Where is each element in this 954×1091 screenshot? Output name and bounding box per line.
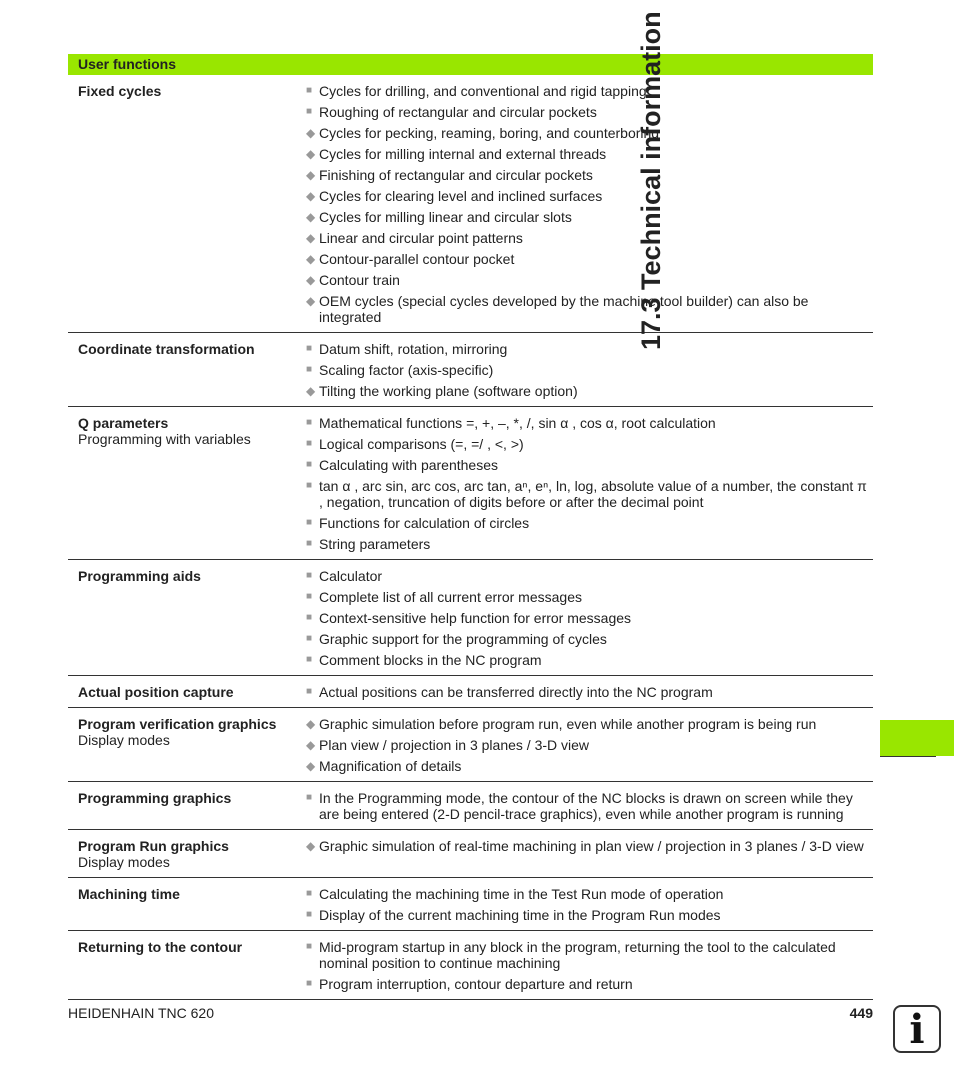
row-label — [68, 83, 306, 325]
table-row — [68, 931, 873, 1000]
square-bullet-icon: ■ — [306, 459, 313, 470]
square-bullet-icon: ■ — [306, 106, 313, 117]
list-item — [306, 610, 873, 626]
item-text: Functions for calculation of circles — [319, 515, 530, 531]
square-bullet-icon: ■ — [306, 480, 313, 491]
chapter-side-title — [636, 11, 936, 350]
row-label — [68, 716, 306, 774]
list-item — [306, 515, 873, 531]
table-row — [68, 676, 873, 708]
row-features — [306, 415, 873, 552]
square-bullet-icon: ■ — [306, 591, 313, 602]
user-functions-table — [68, 54, 873, 1000]
diamond-bullet-icon: ◆ — [306, 717, 316, 731]
row-features — [306, 886, 873, 923]
square-bullet-icon: ■ — [306, 438, 313, 449]
item-text: Mathematical functions =, +, –, *, /, sin α , cos α, root calculation — [319, 415, 716, 431]
row-label — [68, 939, 306, 992]
diamond-bullet-icon: ◆ — [306, 252, 316, 266]
row-title: Q parameters — [78, 415, 169, 431]
row-title: Program verification graphics — [78, 716, 277, 732]
list-item — [306, 939, 873, 971]
diamond-bullet-icon: ◆ — [306, 273, 316, 287]
diamond-bullet-icon: ◆ — [306, 231, 316, 245]
row-features — [306, 684, 873, 700]
item-text: Logical comparisons (=, =/ , <, >) — [319, 436, 524, 452]
divider — [880, 756, 936, 757]
page-number: 449 — [849, 1005, 873, 1021]
diamond-bullet-icon: ◆ — [306, 839, 316, 853]
item-text: Cycles for clearing level and inclined surfaces — [319, 188, 603, 204]
row-label — [68, 568, 306, 668]
item-text: Cycles for drilling, and conventional and rigid tapping — [319, 83, 647, 99]
item-text: Complete list of all current error messages — [319, 589, 582, 605]
row-features — [306, 341, 873, 399]
list-item — [306, 251, 873, 267]
item-text: Contour-parallel contour pocket — [319, 251, 515, 267]
list-item — [306, 589, 873, 605]
row-title: Coordinate transformation — [78, 341, 255, 357]
item-text: Cycles for milling linear and circular slots — [319, 209, 572, 225]
list-item — [306, 125, 873, 141]
item-text: Program interruption, contour departure and return — [319, 976, 633, 992]
list-item — [306, 415, 873, 431]
square-bullet-icon: ■ — [306, 570, 313, 581]
list-item — [306, 230, 873, 246]
item-text: Tilting the working plane (software option) — [319, 383, 578, 399]
list-item — [306, 568, 873, 584]
diamond-bullet-icon: ◆ — [306, 126, 316, 140]
item-text: In the Programming mode, the contour of the NC blocks is drawn on screen while they are being entered (2-D pencil-trace graphics), even while another program is running — [319, 790, 853, 822]
row-features — [306, 83, 873, 325]
list-item — [306, 383, 873, 399]
row-label — [68, 838, 306, 870]
table-row — [68, 878, 873, 931]
diamond-bullet-icon: ◆ — [306, 738, 316, 752]
chapter-title: 17.3 Technical information — [636, 11, 666, 350]
item-text: Calculator — [319, 568, 383, 584]
diamond-bullet-icon: ◆ — [306, 189, 316, 203]
table-row — [68, 708, 873, 782]
item-text: Magnification of details — [319, 758, 462, 774]
item-text: Display of the current machining time in the Program Run modes — [319, 907, 721, 923]
item-text: Mid-program startup in any block in the program, returning the tool to the calculated nominal position to continue machining — [319, 939, 836, 971]
list-item — [306, 209, 873, 225]
table-row — [68, 333, 873, 407]
square-bullet-icon: ■ — [306, 686, 313, 697]
row-features — [306, 568, 873, 668]
table-row — [68, 560, 873, 676]
row-label — [68, 790, 306, 822]
row-label — [68, 415, 306, 552]
item-text: Contour train — [319, 272, 400, 288]
row-title: Fixed cycles — [78, 83, 162, 99]
table-row — [68, 830, 873, 878]
diamond-bullet-icon: ◆ — [306, 210, 316, 224]
row-title: Returning to the contour — [78, 939, 243, 955]
table-row — [68, 782, 873, 830]
list-item — [306, 536, 873, 552]
list-item — [306, 146, 873, 162]
list-item — [306, 272, 873, 288]
list-item — [306, 886, 873, 902]
item-text: Graphic support for the programming of cycles — [319, 631, 607, 647]
square-bullet-icon: ■ — [306, 654, 313, 665]
item-text: Roughing of rectangular and circular pockets — [319, 104, 597, 120]
row-features — [306, 716, 873, 774]
square-bullet-icon: ■ — [306, 633, 313, 644]
list-item — [306, 652, 873, 668]
list-item — [306, 104, 873, 120]
item-text: Comment blocks in the NC program — [319, 652, 542, 668]
item-text: String parameters — [319, 536, 431, 552]
row-title: Actual position capture — [78, 684, 234, 700]
square-bullet-icon: ■ — [306, 941, 313, 952]
item-text: OEM cycles (special cycles developed by the machine tool builder) can also be integrated — [319, 293, 809, 325]
list-item — [306, 83, 873, 99]
row-title: Machining time — [78, 886, 180, 902]
square-bullet-icon: ■ — [306, 538, 313, 549]
footer-product: HEIDENHAIN TNC 620 — [68, 1005, 215, 1021]
list-item — [306, 976, 873, 992]
list-item — [306, 631, 873, 647]
list-item — [306, 167, 873, 183]
list-item — [306, 478, 873, 510]
item-text: Finishing of rectangular and circular pockets — [319, 167, 593, 183]
square-bullet-icon: ■ — [306, 909, 313, 920]
row-subtitle: Programming with variables — [78, 431, 251, 447]
row-features — [306, 838, 873, 870]
item-text: Actual positions can be transferred directly into the NC program — [319, 684, 713, 700]
item-text: Calculating the machining time in the Test Run mode of operation — [319, 886, 724, 902]
item-text: Scaling factor (axis-specific) — [319, 362, 494, 378]
list-item — [306, 790, 873, 822]
item-text: Linear and circular point patterns — [319, 230, 523, 246]
list-item — [306, 188, 873, 204]
square-bullet-icon: ■ — [306, 517, 313, 528]
item-text: Graphic simulation before program run, even while another program is being run — [319, 716, 817, 732]
list-item — [306, 436, 873, 452]
item-text: Cycles for milling internal and external threads — [319, 146, 607, 162]
row-features — [306, 939, 873, 992]
item-text: Graphic simulation of real-time machining in plan view / projection in 3 planes / 3-D view — [319, 838, 864, 854]
list-item — [306, 293, 873, 325]
table-row — [68, 407, 873, 560]
list-item — [306, 737, 873, 753]
row-label — [68, 684, 306, 700]
square-bullet-icon: ■ — [306, 978, 313, 989]
row-subtitle: Display modes — [78, 854, 170, 870]
row-subtitle: Display modes — [78, 732, 170, 748]
list-item — [306, 838, 873, 854]
diamond-bullet-icon: ◆ — [306, 294, 316, 308]
row-label — [68, 341, 306, 399]
item-text: Cycles for pecking, reaming, boring, and counterboring — [319, 125, 660, 141]
item-text: tan α , arc sin, arc cos, arc tan, aⁿ, eⁿ, ln, log, absolute value of a number, the constant π , negation, truncation of digits before or after the decimal point — [319, 478, 867, 510]
list-item — [306, 362, 873, 378]
list-item — [306, 758, 873, 774]
list-item — [306, 341, 873, 357]
row-title: Programming graphics — [78, 790, 232, 806]
table-header: User functions — [68, 54, 873, 75]
table-row — [68, 75, 873, 333]
list-item — [306, 457, 873, 473]
item-text: Context-sensitive help function for error messages — [319, 610, 632, 626]
item-text: Calculating with parentheses — [319, 457, 498, 473]
row-title: Program Run graphics — [78, 838, 229, 854]
info-icon: i — [893, 1005, 941, 1053]
square-bullet-icon: ■ — [306, 612, 313, 623]
diamond-bullet-icon: ◆ — [306, 147, 316, 161]
chapter-tab-marker — [880, 720, 954, 756]
item-text: Plan view / projection in 3 planes / 3-D view — [319, 737, 590, 753]
list-item — [306, 684, 873, 700]
item-text: Datum shift, rotation, mirroring — [319, 341, 508, 357]
square-bullet-icon: ■ — [306, 417, 313, 428]
square-bullet-icon: ■ — [306, 85, 313, 96]
diamond-bullet-icon: ◆ — [306, 384, 316, 398]
row-features — [306, 790, 873, 822]
square-bullet-icon: ■ — [306, 343, 313, 354]
diamond-bullet-icon: ◆ — [306, 168, 316, 182]
row-label — [68, 886, 306, 923]
square-bullet-icon: ■ — [306, 888, 313, 899]
list-item — [306, 907, 873, 923]
row-title: Programming aids — [78, 568, 201, 584]
square-bullet-icon: ■ — [306, 364, 313, 375]
diamond-bullet-icon: ◆ — [306, 759, 316, 773]
square-bullet-icon: ■ — [306, 792, 313, 803]
list-item — [306, 716, 873, 732]
